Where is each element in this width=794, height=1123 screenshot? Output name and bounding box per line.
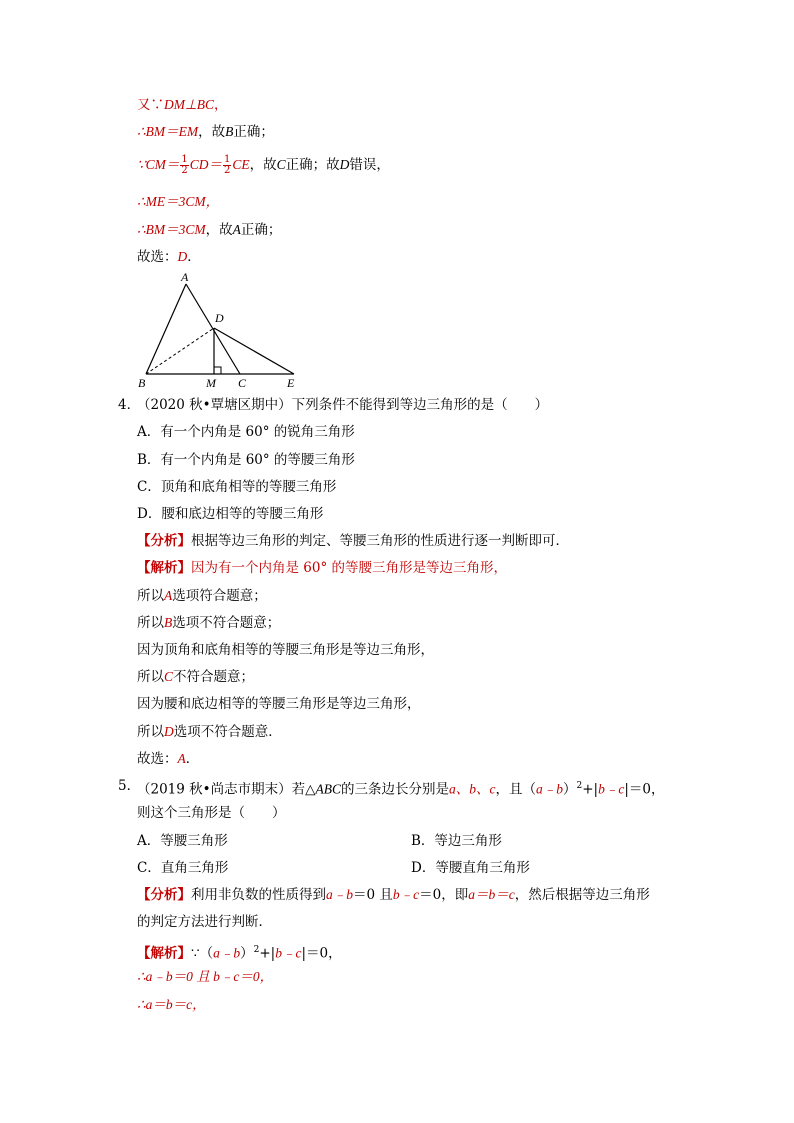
proof-expr: ∴BM＝EM <box>137 124 199 139</box>
proof-text: 故选： <box>137 249 178 265</box>
question-5-analysis-2: 的判定方法进行判断． <box>137 914 272 930</box>
analysis-expr: b﹣c <box>392 887 420 902</box>
analysis-text: 根据等边三角形的判定、等腰三角形的性质进行逐一判断即可． <box>191 533 569 549</box>
proof-expr: DM⊥BC <box>164 97 215 112</box>
geometry-figure <box>134 270 314 392</box>
question-4-solution-3 <box>137 613 280 633</box>
question-4-solution-7 <box>137 722 282 742</box>
stem-superscript: 2 <box>576 781 583 791</box>
stem-expr: a、b、c <box>449 781 496 797</box>
proof-line-3 <box>137 155 390 176</box>
proof-letter: D <box>339 157 350 172</box>
analysis-expr: a＝b＝c <box>468 887 515 902</box>
label-e: E <box>287 376 295 390</box>
proof-line-5 <box>137 220 281 240</box>
label-m: M <box>206 376 216 390</box>
solution-text: ） <box>240 945 254 962</box>
solution-letter: A <box>164 588 173 603</box>
question-4-solution-2 <box>137 586 267 606</box>
solution-text: 因为有一个内角是 60° 的等腰三角形是等边三角形， <box>191 560 508 576</box>
solution-text: 不符合题意； <box>173 669 255 685</box>
solution-letter: D <box>164 724 174 739</box>
stem-text: （2019 秋•尚志市期末）若△ <box>137 781 316 798</box>
analysis-tag: 【分析】 <box>137 533 191 549</box>
analysis-text: ，然后根据等边三角形 <box>514 887 650 903</box>
solution-text: 选项不符合题意； <box>172 615 281 631</box>
question-5-solution-3: ∴a＝b＝c， <box>137 997 206 1012</box>
question-4-answer <box>137 749 199 769</box>
proof-answer: D <box>177 249 188 264</box>
label-a: A <box>181 270 189 284</box>
question-4-solution-4: 因为顶角和底角相等的等腰三角形是等边三角形， <box>137 642 434 658</box>
question-4-solution-6: 因为腰和底边相等的等腰三角形是等边三角形， <box>137 696 421 712</box>
question-4-option-d: D．腰和底边相等的等腰三角形 <box>137 506 324 522</box>
right-angle-mark <box>214 367 221 374</box>
question-5-option-c: C．直角三角形 <box>137 860 229 876</box>
question-4-solution-5 <box>137 667 254 687</box>
solution-tag: 【解析】 <box>137 945 191 962</box>
question-5-stem-2: 则这个三角形是（ ） <box>137 805 286 821</box>
analysis-text: ＝0，即 <box>419 887 469 903</box>
stem-text: ，且（ <box>495 781 536 798</box>
stem-expr: b﹣c <box>598 781 625 797</box>
proof-letter: B <box>225 124 234 139</box>
fraction-numerator: 1 <box>223 154 231 165</box>
question-4-option-c: C．顶角和底角相等的等腰三角形 <box>137 479 337 495</box>
proof-line-4: ∴ME＝3CM， <box>137 194 220 209</box>
solution-expr: a﹣b <box>213 945 241 961</box>
proof-text: ，故 <box>205 222 233 238</box>
label-d: D <box>215 311 224 325</box>
label-b: B <box>138 376 146 390</box>
proof-letter: C <box>276 157 286 172</box>
solution-tag: 【解析】 <box>137 560 191 576</box>
fraction <box>223 155 231 176</box>
stem-expr: ABC <box>315 781 341 797</box>
question-5-number: 5． <box>118 778 141 794</box>
proof-text: ，故 <box>198 124 226 140</box>
question-5-analysis <box>137 885 650 905</box>
analysis-tag: 【分析】 <box>137 887 191 903</box>
question-4-analysis <box>137 531 569 551</box>
question-5-option-a: A．等腰三角形 <box>137 833 228 849</box>
question-4-stem: （2020 秋•覃塘区期中）下列条件不能得到等边三角形的是（ ） <box>137 397 549 413</box>
fraction-denominator: 2 <box>181 165 188 176</box>
proof-expr: ∴BM＝3CM <box>137 222 206 237</box>
analysis-expr: a﹣b <box>326 887 353 902</box>
solution-text: 所以 <box>137 588 164 604</box>
solution-text: 所以 <box>137 615 164 631</box>
question-4-number: 4． <box>118 397 141 413</box>
proof-text: ． <box>187 249 201 265</box>
question-5-solution-2: ∴a﹣b＝0 且 b﹣c＝0， <box>137 969 274 984</box>
analysis-text: ＝0 且 <box>353 887 393 903</box>
fraction-numerator: 1 <box>181 154 188 165</box>
proof-line-1 <box>137 95 228 115</box>
solution-text: 所以 <box>137 669 164 685</box>
solution-letter: B <box>164 615 173 630</box>
question-5-option-d: D．等腰直角三角形 <box>411 860 530 876</box>
stem-expr: a﹣b <box>536 781 563 797</box>
solution-text: |＝0， <box>301 945 342 962</box>
answer-letter: A <box>177 751 186 766</box>
fraction <box>180 155 188 176</box>
question-4-solution-1 <box>137 558 507 578</box>
proof-expr: CD＝ <box>189 157 222 172</box>
proof-text: 正确；故 <box>285 157 340 173</box>
stem-text: ） <box>563 781 577 798</box>
solution-expr: b﹣c <box>275 945 302 961</box>
solution-superscript: 2 <box>253 945 260 955</box>
proof-text: ，故 <box>249 157 277 173</box>
solution-text: 选项符合题意； <box>172 588 267 604</box>
proof-text: 正确； <box>233 124 274 140</box>
proof-expr: CE <box>232 157 250 172</box>
segment-ac <box>186 284 240 374</box>
solution-text: ∵（ <box>191 945 214 962</box>
question-5-stem <box>137 776 665 800</box>
proof-text: 又∵ <box>137 97 164 113</box>
answer-end: ． <box>185 751 200 767</box>
proof-text: 正确； <box>240 222 282 238</box>
solution-text: 所以 <box>137 724 164 740</box>
analysis-text: 利用非负数的性质得到 <box>191 887 326 903</box>
proof-line-2 <box>137 122 274 142</box>
proof-line-6 <box>137 247 201 267</box>
fraction-denominator: 2 <box>223 165 231 176</box>
solution-text: 选项不符合题意． <box>173 724 282 740</box>
stem-text: |＝0， <box>624 781 665 798</box>
solution-text: +| <box>259 945 276 962</box>
proof-text: 错误， <box>349 157 390 173</box>
proof-letter: A <box>232 222 241 237</box>
question-4-option-b: B．有一个内角是 60° 的等腰三角形 <box>137 452 355 468</box>
solution-letter: C <box>164 669 174 684</box>
question-5-solution-1 <box>137 940 342 964</box>
proof-expr: ∵CM＝ <box>137 157 180 172</box>
question-5-option-b: B．等边三角形 <box>411 833 502 849</box>
proof-text: ， <box>214 97 228 113</box>
stem-text: 的三条边长分别是 <box>341 781 449 798</box>
question-4-option-a: A．有一个内角是 60° 的锐角三角形 <box>137 424 355 440</box>
answer-prefix: 故选： <box>137 751 178 767</box>
stem-text: +| <box>582 781 599 798</box>
label-c: C <box>238 376 247 390</box>
